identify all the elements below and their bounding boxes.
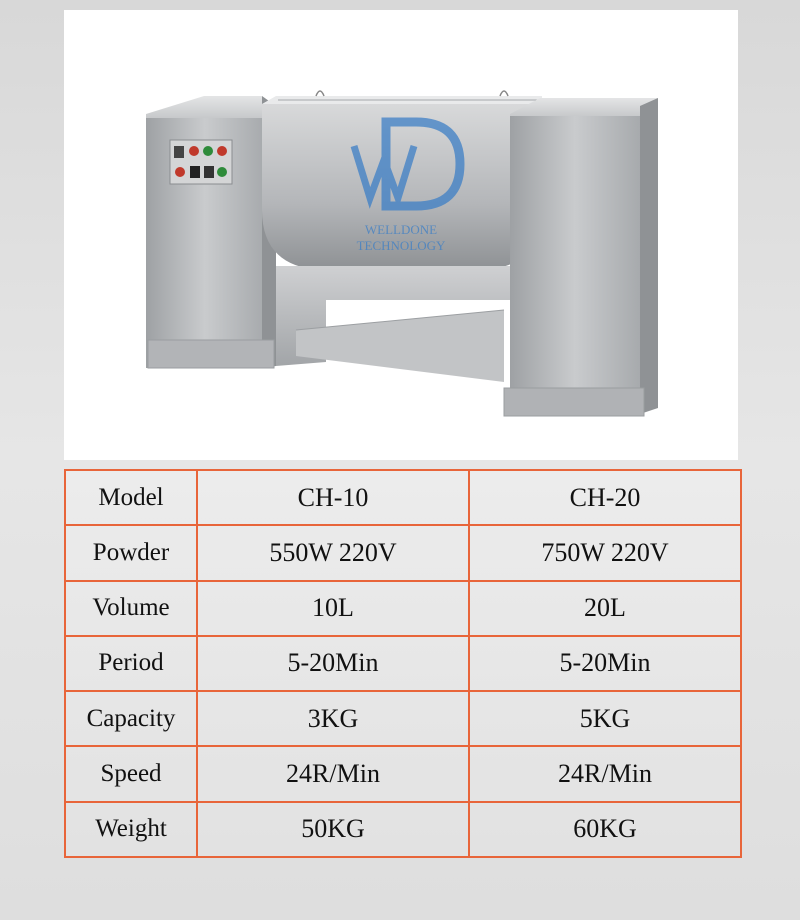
row-label: Powder [65, 525, 197, 580]
control-panel [170, 140, 232, 184]
right-cabinet-side [640, 98, 658, 414]
table-row [65, 636, 741, 691]
table-row [65, 802, 741, 857]
mixer-machine-illustration [64, 10, 738, 460]
model-2-value: 5KG [469, 691, 741, 746]
model-1-value: 50KG [197, 802, 469, 857]
spec-table-body [65, 470, 741, 857]
row-label: Period [65, 636, 197, 691]
model-1-value: 3KG [197, 691, 469, 746]
table-row [65, 746, 741, 801]
model-1-value: 10L [197, 581, 469, 636]
row-label: Volume [65, 581, 197, 636]
model-1-value: CH-10 [197, 470, 469, 525]
left-cabinet-top [146, 96, 262, 120]
logo-line2: TECHNOLOGY [356, 238, 446, 253]
row-label: Speed [65, 746, 197, 801]
model-2-value: 60KG [469, 802, 741, 857]
logo-line1: WELLDONE [364, 222, 438, 237]
product-photo [64, 10, 738, 460]
base-tray [296, 310, 504, 382]
row-label: Model [65, 470, 197, 525]
model-2-value: 20L [469, 581, 741, 636]
model-1-value: 550W 220V [197, 525, 469, 580]
model-2-value: 5-20Min [469, 636, 741, 691]
table-row [65, 691, 741, 746]
model-1-value: 24R/Min [197, 746, 469, 801]
model-2-value: 24R/Min [469, 746, 741, 801]
model-1-value: 5-20Min [197, 636, 469, 691]
row-label: Weight [65, 802, 197, 857]
spec-table [64, 469, 742, 858]
row-label: Capacity [65, 691, 197, 746]
table-row [65, 581, 741, 636]
table-row [65, 525, 741, 580]
model-2-value: CH-20 [469, 470, 741, 525]
right-cabinet-front [510, 116, 640, 414]
table-row [65, 470, 741, 525]
model-2-value: 750W 220V [469, 525, 741, 580]
